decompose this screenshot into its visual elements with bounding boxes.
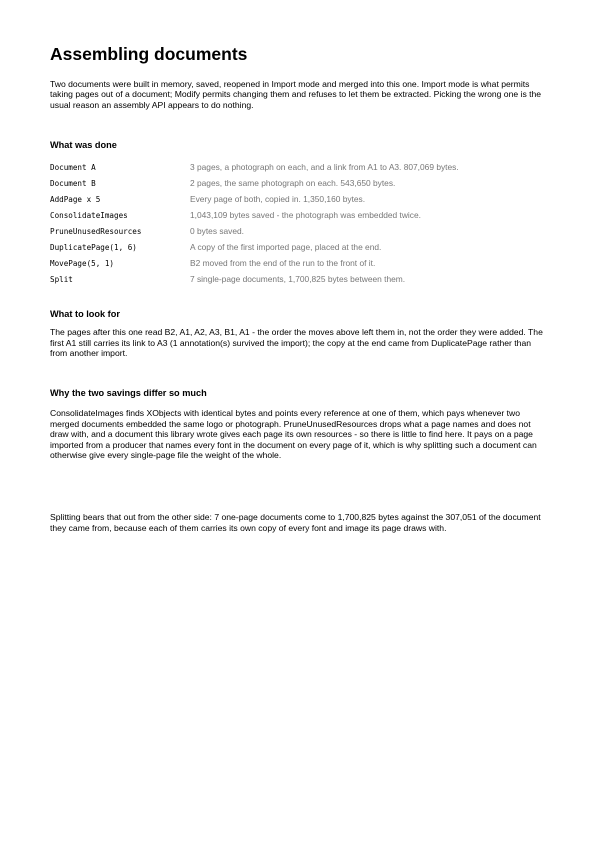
step-result: 2 pages, the same photograph on each. 543,650 bytes. (190, 178, 396, 189)
step-operation: Document B (50, 178, 96, 188)
step-row (50, 207, 550, 223)
step-operation: Split (50, 274, 73, 284)
step-result: 0 bytes saved. (190, 226, 245, 237)
step-operation: AddPage x 5 (50, 194, 101, 204)
steps-list (50, 159, 550, 287)
step-operation: PruneUnusedResources (50, 226, 142, 236)
section-heading-what-was-done: What was done (50, 140, 117, 151)
step-operation: Document A (50, 162, 96, 172)
step-row (50, 159, 550, 175)
step-result: 3 pages, a photograph on each, and a link from A1 to A3. 807,069 bytes. (190, 162, 459, 173)
step-result: A copy of the first imported page, placed at the end. (190, 242, 382, 253)
why-paragraph: ConsolidateImages finds XObjects with identical bytes and points every reference at one of them, which pays whenever two merged documents embedded the same logo or photograph. PruneUnusedResources drops what a page names and does not draw with, and a document this library wrote gives each page its own resources - so there is little to find here. It pays on a page imported from a producer that names every font in the document on every page of it, which is why splitting such a document can otherwise give every single-page file the weight of the whole. (50, 408, 537, 461)
step-result: Every page of both, copied in. 1,350,160 bytes. (190, 194, 366, 205)
step-result: 1,043,109 bytes saved - the photograph was embedded twice. (190, 210, 421, 221)
step-result: B2 moved from the end of the run to the front of it. (190, 258, 376, 269)
section-heading-why-savings-differ: Why the two savings differ so much (50, 388, 207, 399)
look-paragraph: The pages after this one read B2, A1, A2, A3, B1, A1 - the order the moves above left them in, not the order they were added. The first A1 still carries its link to A3 (1 annotation(s) survived the import); the copy at the end came from DuplicatePage rather than from another import. (50, 327, 543, 359)
step-operation: ConsolidateImages (50, 210, 128, 220)
step-row (50, 239, 550, 255)
step-row (50, 255, 550, 271)
page-title: Assembling documents (50, 44, 248, 64)
step-operation: DuplicatePage(1, 6) (50, 242, 137, 252)
closing-paragraph: Splitting bears that out from the other side: 7 one-page documents come to 1,700,825 bytes against the 307,051 of the document they came from, because each of them carries its own copy of every font and image its page draws with. (50, 512, 541, 533)
intro-paragraph: Two documents were built in memory, saved, reopened in Import mode and merged into this one. Import mode is what permits taking pages out of a document; Modify permits changing them and refuses to let them be extracted. Picking the wrong one is the usual reason an assembly API appears to do nothing. (50, 79, 542, 110)
step-row (50, 271, 550, 287)
step-row (50, 191, 550, 207)
step-result: 7 single-page documents, 1,700,825 bytes between them. (190, 274, 406, 285)
step-row (50, 175, 550, 191)
section-heading-what-to-look-for: What to look for (50, 309, 120, 320)
step-row (50, 223, 550, 239)
step-operation: MovePage(5, 1) (50, 258, 115, 268)
